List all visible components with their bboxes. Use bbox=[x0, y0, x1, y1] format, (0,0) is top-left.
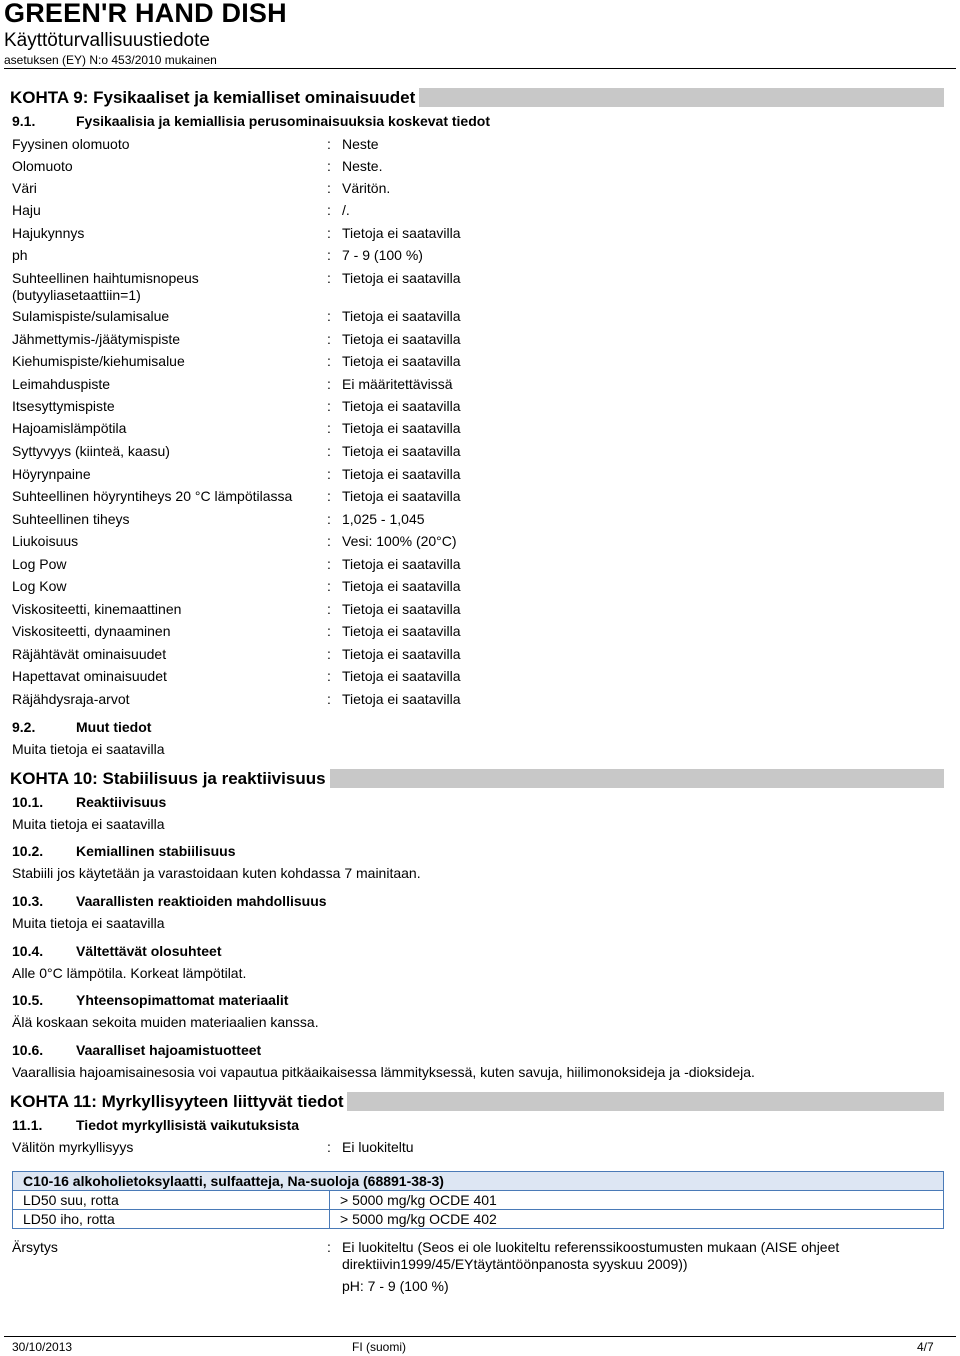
property-value: Tietoja ei saatavilla bbox=[342, 225, 461, 241]
subsection-10-2 bbox=[12, 843, 236, 859]
document-header bbox=[4, 0, 287, 68]
property-value: Vesi: 100% (20°C) bbox=[342, 533, 457, 549]
property-label bbox=[12, 270, 322, 304]
subsection-9-1 bbox=[12, 113, 490, 129]
property-label bbox=[12, 578, 322, 595]
substance-name: C10-16 alkoholietoksylaatti, sulfaatteja, Na-suoloja (68891-38-3) bbox=[13, 1172, 944, 1191]
colon: : bbox=[327, 1239, 331, 1255]
subsection-number: 10.3. bbox=[12, 893, 44, 909]
colon: : bbox=[327, 623, 331, 639]
property-value: Tietoja ei saatavilla bbox=[342, 668, 461, 684]
property-label bbox=[12, 202, 322, 219]
table-cell-label: LD50 suu, rotta bbox=[13, 1191, 330, 1210]
property-label-text: Liukoisuus bbox=[12, 533, 79, 549]
footer-divider bbox=[4, 1336, 956, 1337]
property-label-text: Fyysinen olomuoto bbox=[12, 136, 130, 152]
section-10-title: KOHTA 10: Stabiilisuus ja reaktiivisuus bbox=[10, 769, 330, 788]
property-label-text: Log Pow bbox=[12, 556, 67, 572]
subsection-number: 11.1. bbox=[12, 1117, 43, 1133]
property-label-text: Höyrynpaine bbox=[12, 466, 91, 482]
property-label bbox=[12, 225, 322, 242]
property-label-text: Hajukynnys bbox=[12, 225, 85, 241]
property-label bbox=[12, 398, 322, 415]
subsection-9-2-text: Muita tietoja ei saatavilla bbox=[12, 741, 165, 757]
property-value: Tietoja ei saatavilla bbox=[342, 443, 461, 459]
subsection-text: Muita tietoja ei saatavilla bbox=[12, 816, 165, 832]
property-label-text: Olomuoto bbox=[12, 158, 73, 174]
property-label bbox=[12, 180, 322, 197]
subsection-title: Yhteensopimattomat materiaalit bbox=[76, 992, 289, 1008]
property-label bbox=[12, 136, 322, 153]
subsection-9-2 bbox=[12, 719, 151, 735]
property-label bbox=[12, 646, 322, 663]
subsection-title: Vaarallisten reaktioiden mahdollisuus bbox=[76, 893, 327, 909]
subsection-text: Alle 0°C lämpötila. Korkeat lämpötilat. bbox=[12, 965, 247, 981]
table-row bbox=[13, 1191, 944, 1210]
property-label bbox=[12, 556, 322, 573]
property-value bbox=[342, 1239, 902, 1295]
property-value: Tietoja ei saatavilla bbox=[342, 646, 461, 662]
property-value: Ei määritettävissä bbox=[342, 376, 453, 392]
subsection-10-1 bbox=[12, 794, 166, 810]
section-10-bar bbox=[10, 769, 944, 788]
property-label-text: Itsesyttymispiste bbox=[12, 398, 115, 414]
subsection-text: Älä koskaan sekoita muiden materiaalien kanssa. bbox=[12, 1014, 319, 1030]
property-label bbox=[12, 376, 322, 393]
property-label-text: Suhteellinen tiheys bbox=[12, 511, 130, 527]
property-label-text: Suhteellinen haihtumisnopeus bbox=[12, 270, 199, 286]
property-value: Tietoja ei saatavilla bbox=[342, 353, 461, 369]
property-label-text: Hajoamislämpötila bbox=[12, 420, 127, 436]
property-label bbox=[12, 158, 322, 175]
property-value: Tietoja ei saatavilla bbox=[342, 308, 461, 324]
colon: : bbox=[327, 376, 331, 392]
colon: : bbox=[327, 1139, 331, 1155]
subsection-title: Kemiallinen stabiilisuus bbox=[76, 843, 236, 859]
property-label-text: Väri bbox=[12, 180, 37, 196]
property-label: Välitön myrkyllisyys bbox=[12, 1139, 134, 1155]
colon: : bbox=[327, 466, 331, 482]
colon: : bbox=[327, 556, 331, 572]
property-value: Tietoja ei saatavilla bbox=[342, 270, 461, 286]
product-name: GREEN'R HAND DISH bbox=[4, 0, 287, 28]
colon: : bbox=[327, 398, 331, 414]
property-label bbox=[12, 420, 322, 437]
property-label bbox=[12, 308, 322, 325]
colon: : bbox=[327, 691, 331, 707]
irritation-ph: pH: 7 - 9 (100 %) bbox=[342, 1278, 449, 1294]
property-label-text: Syttyvyys (kiinteä, kaasu) bbox=[12, 443, 170, 459]
table-cell-value: > 5000 mg/kg OCDE 401 bbox=[330, 1191, 944, 1210]
document-subtitle: asetuksen (EY) N:o 453/2010 mukainen bbox=[4, 53, 217, 67]
property-label bbox=[12, 668, 322, 685]
header-divider bbox=[4, 68, 956, 69]
subsection-title: Vältettävät olosuhteet bbox=[76, 943, 222, 959]
property-label-text: Hapettavat ominaisuudet bbox=[12, 668, 167, 684]
property-value: Tietoja ei saatavilla bbox=[342, 420, 461, 436]
colon: : bbox=[327, 533, 331, 549]
section-11-bar bbox=[10, 1092, 944, 1111]
colon: : bbox=[327, 225, 331, 241]
subsection-10-4 bbox=[12, 943, 221, 959]
subsection-title: Vaaralliset hajoamistuotteet bbox=[76, 1042, 262, 1058]
property-label-text: Räjähtävät ominaisuudet bbox=[12, 646, 167, 662]
footer-page: 4/7 bbox=[917, 1340, 934, 1354]
subsection-number: 10.6. bbox=[12, 1042, 44, 1058]
subsection-number: 10.4. bbox=[12, 943, 44, 959]
property-value: Ei luokiteltu bbox=[342, 1139, 414, 1155]
property-value: Väritön. bbox=[342, 180, 391, 196]
subsection-10-5 bbox=[12, 992, 288, 1008]
toxicity-table-header bbox=[13, 1172, 944, 1191]
subsection-10-6 bbox=[12, 1042, 261, 1058]
property-label bbox=[12, 331, 322, 348]
property-value: Neste. bbox=[342, 158, 383, 174]
property-label-text-2: (butyyliasetaattiin=1) bbox=[12, 287, 141, 303]
property-value: Tietoja ei saatavilla bbox=[342, 691, 461, 707]
property-value: Tietoja ei saatavilla bbox=[342, 331, 461, 347]
property-label-text: Haju bbox=[12, 202, 41, 218]
section-9-bar bbox=[10, 88, 944, 107]
subsection-11-1 bbox=[12, 1117, 299, 1133]
property-value: Tietoja ei saatavilla bbox=[342, 488, 461, 504]
section-9-title: KOHTA 9: Fysikaaliset ja kemialliset ominaisuudet bbox=[10, 88, 419, 107]
property-label-text: Viskositeetti, kinemaattinen bbox=[12, 601, 182, 617]
subsection-number: 10.2. bbox=[12, 843, 44, 859]
colon: : bbox=[327, 270, 331, 286]
subsection-number: 10.5. bbox=[12, 992, 44, 1008]
property-value: Tietoja ei saatavilla bbox=[342, 398, 461, 414]
property-label bbox=[12, 443, 322, 460]
colon: : bbox=[327, 202, 331, 218]
property-label bbox=[12, 623, 322, 640]
section-11-title: KOHTA 11: Myrkyllisyyteen liittyvät tiedot bbox=[10, 1092, 347, 1111]
colon: : bbox=[327, 180, 331, 196]
subsection-10-3 bbox=[12, 893, 327, 909]
property-label bbox=[12, 533, 322, 550]
property-label-text: Leimahduspiste bbox=[12, 376, 111, 392]
irritation-value-line-1: Ei luokiteltu (Seos ei ole luokiteltu referenssikoostumusten mukaan (AISE ohjeet bbox=[342, 1239, 840, 1255]
colon: : bbox=[327, 420, 331, 436]
property-value: Tietoja ei saatavilla bbox=[342, 466, 461, 482]
property-value: Tietoja ei saatavilla bbox=[342, 623, 461, 639]
subsection-number: 9.1. bbox=[12, 113, 36, 129]
subsection-title: Tiedot myrkyllisistä vaikutuksista bbox=[76, 1117, 300, 1133]
property-label-text: Kiehumispiste/kiehumisalue bbox=[12, 353, 185, 369]
colon: : bbox=[327, 578, 331, 594]
property-label-text: Suhteellinen höyryntiheys 20 °C lämpötilassa bbox=[12, 488, 293, 504]
property-label bbox=[12, 353, 322, 370]
footer-date: 30/10/2013 bbox=[12, 1340, 73, 1354]
colon: : bbox=[327, 158, 331, 174]
subsection-number: 9.2. bbox=[12, 719, 36, 735]
colon: : bbox=[327, 353, 331, 369]
property-label-text: Räjähdysraja-arvot bbox=[12, 691, 130, 707]
property-label-text: ph bbox=[12, 247, 28, 263]
property-label-text: Jähmettymis-/jäätymispiste bbox=[12, 331, 181, 347]
subsection-text: Muita tietoja ei saatavilla bbox=[12, 915, 165, 931]
property-value: 1,025 - 1,045 bbox=[342, 511, 425, 527]
colon: : bbox=[327, 646, 331, 662]
colon: : bbox=[327, 247, 331, 263]
subsection-number: 10.1. bbox=[12, 794, 44, 810]
subsection-title: Fysikaalisia ja kemiallisia perusominaisuuksia koskevat tiedot bbox=[76, 113, 490, 129]
colon: : bbox=[327, 601, 331, 617]
colon: : bbox=[327, 443, 331, 459]
property-label bbox=[12, 488, 322, 505]
colon: : bbox=[327, 511, 331, 527]
property-label bbox=[12, 691, 322, 708]
property-label-text: Log Kow bbox=[12, 578, 67, 594]
colon: : bbox=[327, 668, 331, 684]
property-label bbox=[12, 601, 322, 618]
property-value: /. bbox=[342, 202, 350, 218]
toxicity-table bbox=[12, 1171, 944, 1229]
property-label bbox=[12, 466, 322, 483]
irritation-value-line-2: direktiivin1999/45/EYtäytäntöönpanosta syyskuu 2009)) bbox=[342, 1256, 688, 1272]
subsection-title: Reaktiivisuus bbox=[76, 794, 167, 810]
colon: : bbox=[327, 136, 331, 152]
subsection-title: Muut tiedot bbox=[76, 719, 152, 735]
property-value: Tietoja ei saatavilla bbox=[342, 601, 461, 617]
footer-language: FI (suomi) bbox=[352, 1340, 406, 1354]
table-row bbox=[13, 1210, 944, 1229]
table-cell-value: > 5000 mg/kg OCDE 402 bbox=[330, 1210, 944, 1229]
property-value: Tietoja ei saatavilla bbox=[342, 578, 461, 594]
property-value: Tietoja ei saatavilla bbox=[342, 556, 461, 572]
property-value: 7 - 9 (100 %) bbox=[342, 247, 423, 263]
property-label bbox=[12, 511, 322, 528]
document-title: Käyttöturvallisuustiedote bbox=[4, 30, 210, 51]
subsection-text: Stabiili jos käytetään ja varastoidaan kuten kohdassa 7 mainitaan. bbox=[12, 865, 421, 881]
property-label-text: Sulamispiste/sulamisalue bbox=[12, 308, 170, 324]
property-value: Neste bbox=[342, 136, 379, 152]
property-label bbox=[12, 247, 322, 264]
colon: : bbox=[327, 308, 331, 324]
property-label-text: Viskositeetti, dynaaminen bbox=[12, 623, 171, 639]
colon: : bbox=[327, 488, 331, 504]
subsection-text: Vaarallisia hajoamisainesosia voi vapautua pitkäaikaisessa lämmityksessä, kuten savuja, hiilimonoksideja ja -dioksideja. bbox=[12, 1064, 755, 1080]
colon: : bbox=[327, 331, 331, 347]
table-cell-label: LD50 iho, rotta bbox=[13, 1210, 330, 1229]
property-label: Ärsytys bbox=[12, 1239, 58, 1255]
